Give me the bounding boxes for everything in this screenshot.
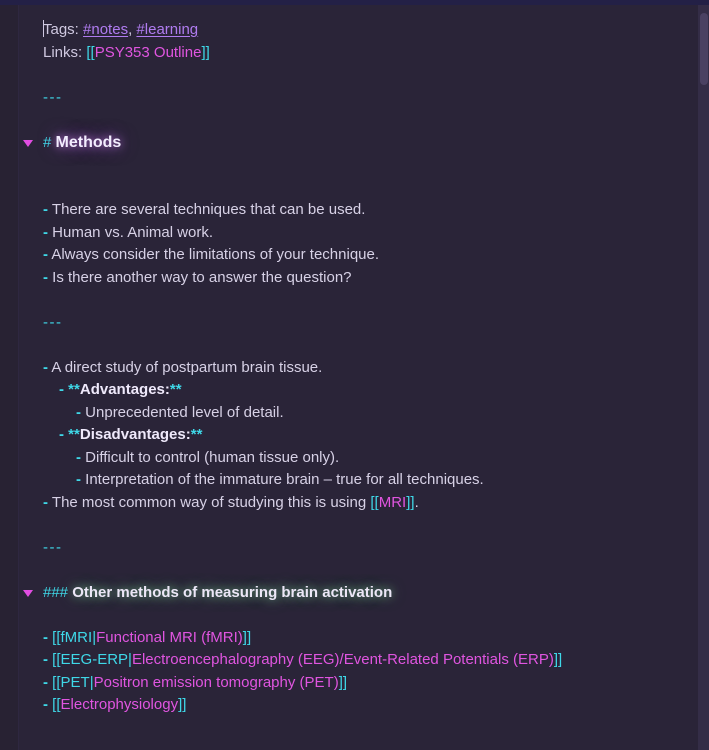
wikilink-mri[interactable]: MRI [378,493,407,511]
tag-notes[interactable]: #notes [83,21,129,38]
tag-separator: , [128,21,137,38]
wikilink-display-electrophysiology[interactable]: Electrophysiology [60,696,179,713]
list-item-link-eeg-erp[interactable] [19,649,698,672]
hr-marker: --- [43,88,63,106]
wikilink-open-bracket: [[ [86,43,95,61]
list-item[interactable] [19,357,698,380]
bullet-marker: - [43,628,48,646]
bullet-marker: - [76,403,81,421]
horizontal-rule-1[interactable] [19,87,698,110]
list-item-link-pet[interactable] [19,672,698,695]
list-item-advantages[interactable] [19,379,698,402]
blank-line [19,109,698,132]
blank-line [19,559,698,582]
bold-open-marker: ** [68,426,80,443]
wikilink-psy353-outline[interactable]: PSY353 Outline [94,43,202,61]
frontmatter-links-line[interactable] [19,42,698,65]
bullet-marker: - [43,358,48,376]
list-item-link-electrophysiology[interactable] [19,694,698,717]
wikilink-open-bracket: [[ [52,651,61,668]
horizontal-rule-3[interactable] [19,537,698,560]
wikilink-open-bracket: [[ [52,696,61,713]
bullet-marker: - [43,201,48,218]
wikilink-alias-eeg-erp[interactable]: EEG-ERP [60,651,129,668]
heading1-text: Methods [55,133,122,151]
blank-line [19,154,698,177]
list-item[interactable] [19,447,698,470]
blank-line [19,604,698,627]
wikilink-alias-fmri[interactable]: fMRI [60,628,93,646]
list-item-text: There are several techniques that can be used. [51,201,366,218]
blank-line [19,289,698,312]
heading-other-methods-line[interactable] [19,582,698,605]
list-item-text: Interpretation of the immature brain – true for all techniques. [85,471,484,488]
heading-methods-line[interactable] [19,132,698,155]
wikilink-alias-pet[interactable]: PET [60,673,90,691]
list-item-text: A direct study of postpartum brain tissue. [51,358,323,376]
list-item-text: Human vs. Animal work. [52,223,214,241]
editor-left-gutter [0,5,19,750]
blank-line [19,514,698,537]
list-item-text: Is there another way to answer the question? [52,268,352,286]
wikilink-close-bracket: ]] [178,696,187,713]
list-item[interactable] [19,267,698,290]
bullet-marker: - [59,426,64,443]
scrollbar-thumb[interactable] [700,13,708,85]
bullet-marker: - [43,493,48,511]
bullet-marker: - [59,381,64,398]
wikilink-close-bracket: ]] [406,493,415,511]
wikilink-display-pet[interactable]: Positron emission tomography (PET) [93,673,339,691]
wikilink-display-eeg-erp[interactable]: Electroencephalography (EEG)/Event-Related Potentials (ERP) [131,651,554,668]
wikilink-close-bracket: ]] [338,673,348,691]
advantages-label: Advantages: [79,381,170,398]
list-item[interactable] [19,222,698,245]
mri-sentence-prefix: The most common way of studying this is using [51,493,371,511]
wikilink-close-bracket: ]] [201,43,210,61]
list-item[interactable] [19,469,698,492]
wikilink-display-fmri[interactable]: Functional MRI (fMRI) [96,628,243,646]
bold-close-marker: ** [169,381,182,398]
wikilink-pipe: | [92,628,97,646]
heading1-hash-marker: # [43,133,52,151]
wikilink-close-bracket: ]] [242,628,252,646]
bullet-marker: - [43,246,48,263]
list-item[interactable] [19,199,698,222]
tags-label: Tags: [43,21,79,38]
fold-triangle-icon-other-methods[interactable] [23,590,33,597]
bullet-marker: - [43,223,48,241]
list-item-text: Difficult to control (human tissue only). [85,448,340,466]
list-item[interactable] [19,402,698,425]
bullet-marker: - [43,651,48,668]
hr-marker: --- [43,538,63,556]
heading3-hash-marker: ### [43,583,69,601]
blank-line [19,177,698,200]
heading3-text: Other methods of measuring brain activation [72,583,393,601]
disadvantages-label: Disadvantages: [79,426,191,443]
horizontal-rule-2[interactable] [19,312,698,335]
bold-open-marker: ** [68,381,80,398]
bullet-marker: - [43,696,48,713]
links-label: Links: [43,43,83,61]
wikilink-pipe: | [89,673,94,691]
wikilink-open-bracket: [[ [52,673,61,691]
tag-learning[interactable]: #learning [136,21,199,38]
list-item-text: Always consider the limitations of your technique. [51,246,380,263]
wikilink-open-bracket: [[ [52,628,61,646]
editor-scrollbar-track[interactable] [698,5,709,750]
list-item[interactable] [19,244,698,267]
wikilink-close-bracket: ]] [553,651,563,668]
wikilink-open-bracket: [[ [370,493,379,511]
blank-line [19,334,698,357]
bullet-marker: - [76,448,81,466]
wikilink-pipe: | [128,651,132,668]
list-item-text: Unprecedented level of detail. [85,403,284,421]
markdown-editor-content[interactable] [19,5,698,750]
bold-close-marker: ** [190,426,203,443]
bullet-marker: - [76,471,81,488]
bullet-marker: - [43,268,48,286]
frontmatter-tags-line[interactable] [19,19,698,42]
bullet-marker: - [43,673,48,691]
blank-line [19,64,698,87]
fold-triangle-icon-methods[interactable] [23,140,33,147]
list-item-disadvantages[interactable] [19,424,698,447]
mri-sentence-suffix: . [414,493,419,511]
hr-marker: --- [43,313,63,331]
list-item-link-fmri[interactable] [19,627,698,650]
list-item-mri[interactable] [19,492,698,515]
